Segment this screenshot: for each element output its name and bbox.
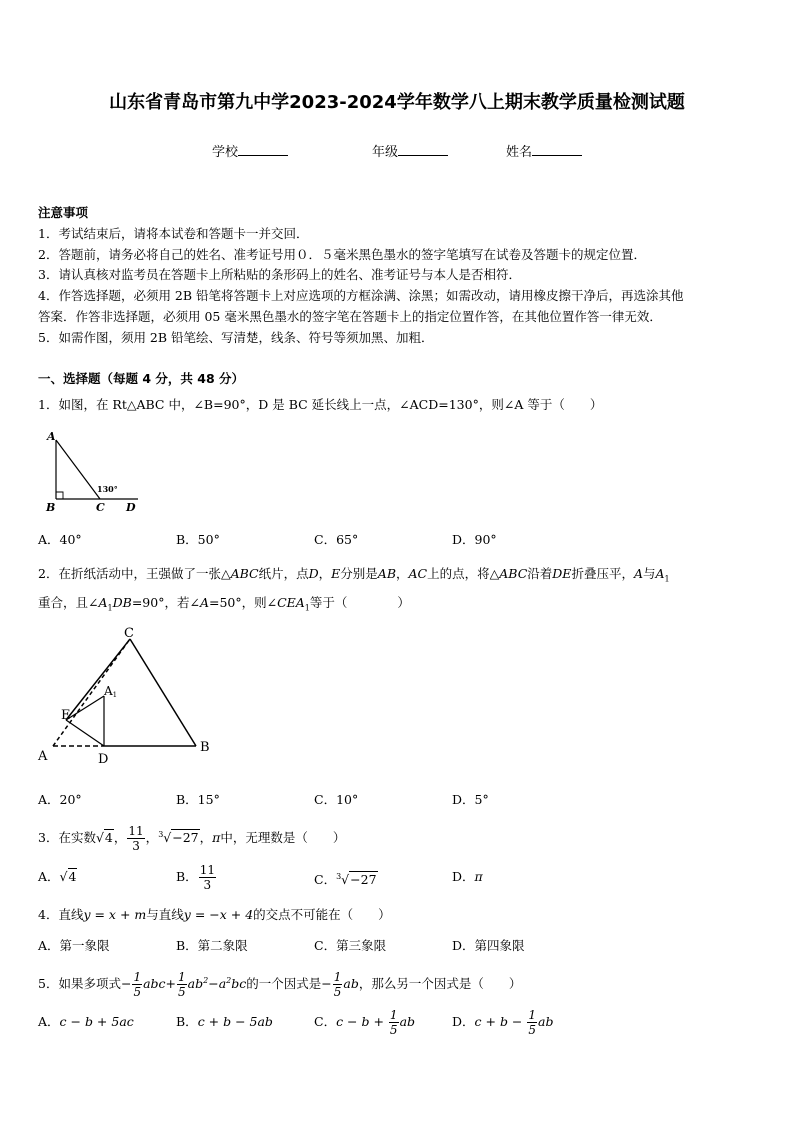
q1-label-c: C bbox=[96, 501, 105, 514]
q2-label-a1-sub: 1 bbox=[112, 691, 118, 699]
q3-option-c: C．$^3$√−27 bbox=[314, 872, 377, 888]
q3-cbrt-value: −27 bbox=[172, 830, 199, 846]
q5-lead: 5．如果多项式 bbox=[38, 976, 121, 992]
q2-text-9: =90°，若∠ bbox=[131, 595, 200, 610]
q2-text-11: 等于（ ） bbox=[309, 595, 410, 610]
q2-stem-line2 bbox=[38, 593, 410, 613]
q2-sym-triangle: △ABC bbox=[220, 566, 259, 581]
q3-tail: 中，无理数是（ ） bbox=[220, 830, 346, 846]
q2-text-7: 与 bbox=[642, 566, 656, 581]
name-field bbox=[506, 141, 582, 160]
q3-option-b-den: 3 bbox=[203, 878, 212, 892]
q2-sym-a1: A bbox=[655, 566, 665, 581]
q2-sub-2: 1 bbox=[107, 603, 113, 613]
q5-option-a-value: c − b + 5ac bbox=[59, 1014, 134, 1029]
q1-option-a: A．40° bbox=[38, 532, 82, 547]
q5-poly: − $\frac{1}{5}$ abc+ $\frac{1}{5}$ $ab^2-a^2bc$ bbox=[120, 970, 247, 1000]
q3-option-b bbox=[176, 858, 217, 896]
q3-frac-den: 3 bbox=[132, 839, 140, 854]
q3-cbrt: $^3$√−27 bbox=[158, 830, 199, 846]
q3-option-d bbox=[452, 858, 483, 896]
note-5: 5．如需作图，须用 2B 铅笔绘、写清楚，线条、符号等须加黑、加粗． bbox=[38, 330, 434, 345]
q5-poly-den-2: 5 bbox=[178, 985, 186, 1000]
q4-eq2: y = −x + 4 bbox=[183, 907, 254, 922]
q3-option-d-value: π bbox=[474, 869, 483, 884]
q3-option-a: A．√4 bbox=[38, 869, 77, 884]
section-heading: 一、选择题（每题 4 分，共 48 分） bbox=[38, 371, 245, 386]
q3-option-c-value: −27 bbox=[350, 872, 377, 888]
q2-option-c: C．10° bbox=[314, 792, 359, 807]
q2-text-2: 纸片，点 bbox=[258, 566, 309, 581]
q4-option-c: C．第三象限 bbox=[314, 938, 387, 953]
q2-sub-1: 1 bbox=[664, 574, 670, 584]
page-title: 山东省青岛市第九中学2023-2024学年数学八上期末教学质量检测试题 bbox=[109, 92, 685, 113]
grade-field bbox=[372, 141, 448, 160]
q5-option-d bbox=[452, 1003, 553, 1041]
q2-sym-angle-a: A bbox=[199, 595, 209, 610]
q1-angle-label: 130° bbox=[97, 484, 118, 494]
q2-sub-3: 1 bbox=[304, 603, 310, 613]
q2-fold-de bbox=[66, 720, 104, 746]
notes-heading: 注意事项 bbox=[38, 205, 89, 220]
q2-text-5: 沿着 bbox=[527, 566, 553, 581]
q5-stem bbox=[38, 962, 521, 1003]
q2-label-d: D bbox=[98, 752, 109, 767]
grade-label: 年级 bbox=[372, 145, 399, 160]
q3-cbrt-index: 3 bbox=[158, 830, 164, 839]
q2-sym-a: A bbox=[633, 566, 643, 581]
q3-option-b-label: B． bbox=[176, 869, 198, 884]
q5-option-c-value: c − b + $\frac{1}{5}$ ab bbox=[336, 1008, 416, 1037]
q2-side-ea1 bbox=[66, 696, 104, 720]
q5-poly-num-2: 1 bbox=[178, 970, 186, 985]
q2-text-10: =50°，则∠ bbox=[208, 595, 278, 610]
q2-label-c: C bbox=[124, 626, 134, 641]
q5-option-a-label: A． bbox=[38, 1014, 60, 1029]
q1-label-d: D bbox=[126, 501, 136, 514]
q5-option-d-den: 5 bbox=[528, 1023, 537, 1037]
q2-text-4: 上的点，将 bbox=[427, 566, 490, 581]
q4-option-b: B．第二象限 bbox=[176, 938, 248, 953]
q5-option-c-den: 5 bbox=[389, 1023, 398, 1037]
note-2: 2．答题前，请务必将自己的姓名、准考证号用０．５毫米黑色墨水的签字笔填写在试卷及答题卡的规定位置． bbox=[38, 247, 646, 262]
q4-lead: 4．直线 bbox=[38, 907, 84, 922]
q2-sym-e: E bbox=[331, 566, 341, 581]
name-label: 姓名 bbox=[506, 145, 533, 160]
q2-text-3: 分别是 bbox=[340, 566, 378, 581]
q2-label-a1-letter: A bbox=[104, 684, 113, 698]
q2-label-a: A bbox=[38, 749, 48, 764]
q4-option-d: D．第四象限 bbox=[452, 938, 525, 953]
name-blank bbox=[532, 143, 582, 156]
q5-option-c bbox=[314, 1003, 415, 1041]
q2-label-e: E bbox=[61, 708, 71, 723]
q3-option-c-label: C． bbox=[314, 872, 337, 888]
q3-pi: π bbox=[212, 830, 221, 846]
q2-figure bbox=[36, 624, 226, 770]
q1-label-a: A bbox=[47, 430, 56, 443]
note-4: 4．作答选择题，必须用 2B 铅笔将答题卡上对应选项的方框涂满、涂黑；如需改动，请用橡皮擦干净后，再选涂其他 bbox=[38, 288, 684, 303]
q5-poly-den-1: 5 bbox=[133, 985, 142, 1000]
q5-option-d-num: 1 bbox=[528, 1008, 537, 1022]
q1-right-angle bbox=[56, 492, 63, 499]
q2-sym-a1db-a: A bbox=[98, 595, 108, 610]
q2-text-6: 折叠压平， bbox=[571, 566, 634, 581]
q3-lead: 3．在实数 bbox=[38, 830, 96, 846]
note-3: 3．请认真核对监考员在答题卡上所粘贴的条形码上的姓名、准考证号与本人是否相符． bbox=[38, 267, 521, 282]
q1-stem: 1．如图，在 Rt△ABC 中，∠B=90°，D 是 BC 延长线上一点，∠ACD=130°，则∠A 等于（ ） bbox=[38, 397, 603, 412]
note-4-cont: 答案．作答非选择题，必须用 05 毫米黑色墨水的签字笔在答题卡上的指定位置作答，在其他位置作答一律无效． bbox=[38, 309, 662, 324]
q5-factor-den: 5 bbox=[333, 985, 342, 1000]
q2-stem-line1 bbox=[38, 564, 670, 584]
q3-frac-num: 11 bbox=[128, 824, 144, 839]
q2-side-ac-lower bbox=[53, 639, 130, 746]
q5-option-b-value: c + b − 5ab bbox=[197, 1014, 273, 1029]
q2-sym-db: DB bbox=[112, 595, 132, 610]
q5-factor-num: 1 bbox=[333, 970, 342, 985]
q1-side-ac bbox=[56, 440, 100, 499]
q5-option-d-value: c + b − $\frac{1}{5}$ ab bbox=[474, 1008, 554, 1037]
q2-side-ec bbox=[66, 639, 130, 720]
note-1: 1．考试结束后，请将本试卷和答题卡一并交回． bbox=[38, 226, 309, 241]
q5-mid: 的一个因式是 bbox=[246, 976, 322, 992]
school-blank bbox=[238, 143, 288, 156]
q2-sym-triangle-2: △ABC bbox=[489, 566, 528, 581]
q2-comma-1: ， bbox=[318, 566, 332, 581]
q3-stem: 3．在实数√4， $\frac{11}{3}$ ，$^3$√−27，π中，无理数是（ ） bbox=[38, 824, 346, 854]
school-label: 学校 bbox=[212, 145, 239, 160]
q3-sqrt4: √4 bbox=[95, 830, 113, 846]
q2-label-b: B bbox=[200, 740, 210, 755]
q4-option-a: A．第一象限 bbox=[38, 938, 110, 953]
q3-option-a-value: 4 bbox=[68, 869, 77, 884]
school-field bbox=[212, 141, 288, 160]
q2-sym-ab: AB bbox=[377, 566, 397, 581]
q1-option-d: D．90° bbox=[452, 532, 497, 547]
q4-stem bbox=[38, 905, 391, 923]
q5-option-b-label: B． bbox=[176, 1014, 198, 1029]
q2-comma-2: ， bbox=[396, 566, 409, 581]
q2-side-cb bbox=[130, 639, 196, 746]
q4-tail: 的交点不可能在（ ） bbox=[253, 907, 391, 922]
q5-option-c-label: C． bbox=[314, 1014, 337, 1029]
q5-factor: − $\frac{1}{5}$ ab bbox=[321, 970, 359, 1000]
q2-sym-de: DE bbox=[552, 566, 572, 581]
q2-sym-d: D bbox=[308, 566, 319, 581]
q2-text-1: 2．在折纸活动中，王强做了一张 bbox=[38, 566, 221, 581]
grade-blank bbox=[398, 143, 448, 156]
q5-option-a bbox=[38, 1003, 134, 1041]
q5-option-c-num: 1 bbox=[389, 1008, 398, 1022]
q1-label-b: B bbox=[46, 501, 56, 514]
q3-option-b-num: 11 bbox=[199, 863, 215, 877]
q2-sym-ac: AC bbox=[408, 566, 428, 581]
q2-text-8: 重合，且∠ bbox=[38, 595, 99, 610]
q3-option-c-index: 3 bbox=[336, 872, 342, 881]
q2-option-b: B．15° bbox=[176, 792, 220, 807]
q2-option-d: D．5° bbox=[452, 792, 489, 807]
q3-option-b-frac bbox=[199, 864, 216, 891]
q3-sqrt4-value: 4 bbox=[104, 830, 113, 846]
q2-option-a: A．20° bbox=[38, 792, 82, 807]
q4-eq1: y = x + m bbox=[83, 907, 147, 922]
q1-figure bbox=[38, 428, 148, 516]
q5-tail: ，那么另一个因式是（ ） bbox=[358, 976, 522, 992]
q1-option-b: B．50° bbox=[176, 532, 220, 547]
q2-label-a1 bbox=[103, 684, 117, 699]
q3-option-d-label: D． bbox=[452, 869, 475, 884]
q2-sym-cea: CEA bbox=[277, 595, 305, 610]
q3-option-a-label: A． bbox=[38, 869, 60, 884]
q5-option-d-label: D． bbox=[452, 1014, 475, 1029]
q4-mid: 与直线 bbox=[146, 907, 184, 922]
q3-frac bbox=[127, 825, 144, 852]
q1-option-c: C．65° bbox=[314, 532, 359, 547]
q5-option-b bbox=[176, 1003, 273, 1041]
q5-poly-num-1: 1 bbox=[133, 970, 142, 985]
